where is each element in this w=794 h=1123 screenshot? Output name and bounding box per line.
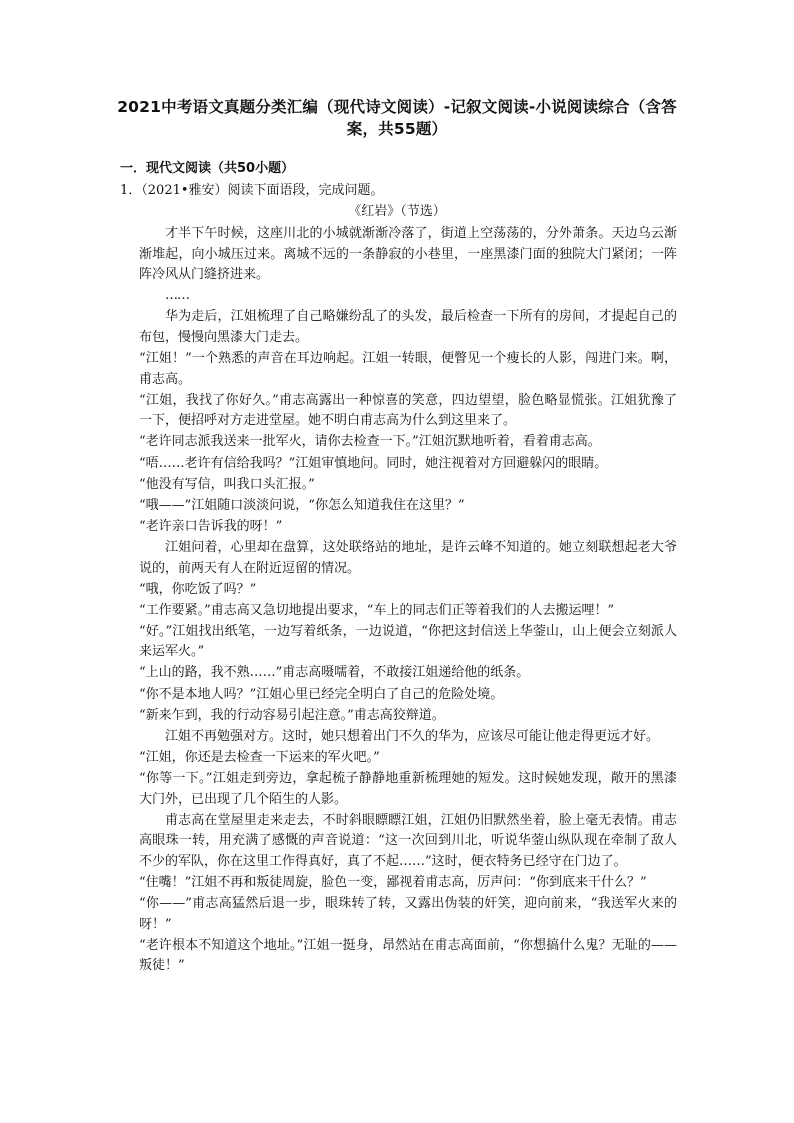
excerpt-paragraph: “江姐！”一个熟悉的声音在耳边响起。江姐一转眼，便瞥见一个瘦长的人影，闯进门来。啊，甫志高。 — [139, 351, 677, 387]
excerpt-paragraph: “江姐，你还是去检查一下运来的军火吧。” — [139, 749, 380, 765]
excerpt-paragraph: “住嘴！”江姐不再和叛徒周旋，脸色一变，鄙视着甫志高，厉声问：“你到底来干什么？” — [139, 874, 647, 890]
excerpt-paragraph: “他没有写信，叫我口头汇报。” — [139, 476, 315, 492]
excerpt-paragraph: 甫志高在堂屋里走来走去，不时斜眼瞟瞟江姐，江姐仍旧默然坐着，脸上毫无表情。甫志高眼珠一转，用充满了感慨的声音说道：“这一次回到川北，听说华蓥山纵队现在牵制了敌人不少的军队，你在这里工作得真好，真了不起……”这时，便衣特务已经守在门边了。 — [139, 812, 677, 869]
document-title: 2021中考语文真题分类汇编（现代诗文阅读）-记叙文阅读-小说阅读综合（含答案，共55题） — [117, 98, 677, 138]
excerpt-paragraph: “上山的路，我不熟……”甫志高嗫嚅着，不敢接江姐递给他的纸条。 — [139, 665, 530, 681]
excerpt-paragraph: …… — [165, 288, 189, 304]
excerpt-paragraph: “老许根本不知道这个地址。”江姐一挺身，昂然站在甫志高面前，“你想搞什么鬼？无耻的——叛徒！” — [139, 937, 677, 974]
excerpt-paragraph: “工作要紧。”甫志高又急切地提出要求，“车上的同志们正等着我们的人去搬运哩！” — [139, 602, 615, 618]
excerpt-paragraph: “好。”江姐找出纸笔，一边写着纸条，一边说道，“你把这封信送上华蓥山，山上便会立刻派人来运军火。” — [139, 623, 677, 660]
excerpt-paragraph: 华为走后，江姐梳理了自己略嫌纷乱了的头发，最后检查一下所有的房间，才提起自己的布包，慢慢向黑漆大门走去。 — [139, 309, 677, 345]
excerpt-paragraph: “你等一下。”江姐走到旁边，拿起梳子静静地重新梳理她的短发。这时候她发现，敞开的黑漆大门外，已出现了几个陌生的人影。 — [139, 770, 677, 807]
excerpt-paragraph: “新来乍到，我的行动容易引起注意。”甫志高狡辩道。 — [139, 707, 445, 723]
excerpt-body — [139, 224, 677, 977]
excerpt-paragraph: “你——”甫志高猛然后退一步，眼珠转了转，又露出伪装的奸笑，迎向前来，“我送军火来的呀！” — [139, 896, 677, 932]
excerpt-paragraph: 江姐不再勉强对方。这时，她只想着出门不久的华为，应该尽可能让他走得更远才好。 — [165, 728, 660, 744]
section-heading: 一．现代文阅读（共50小题） — [120, 161, 295, 176]
excerpt-paragraph: “老许亲口告诉我的呀！” — [139, 518, 283, 534]
question-prompt: 1．（2021•雅安）阅读下面语段，完成问题。 — [120, 183, 384, 198]
excerpt-paragraph: “你不是本地人吗？”江姐心里已经完全明白了自己的危险处境。 — [139, 686, 504, 702]
excerpt-paragraph: “唔……老许有信给我吗？”江姐审慎地问。同时，她注视着对方回避躲闪的眼睛。 — [139, 455, 608, 471]
excerpt-paragraph: “哦——”江姐随口淡淡问说，“你怎么知道我住在这里？” — [139, 497, 465, 513]
excerpt-paragraph: “江姐，我找了你好久。”甫志高露出一种惊喜的笑意，四边望望，脸色略显慌张。江姐犹豫了一下，便招呼对方走进堂屋。她不明白甫志高为什么到这里来了。 — [139, 392, 677, 429]
excerpt-paragraph: “哦，你吃饭了吗？” — [139, 581, 257, 597]
excerpt-title: 《红岩》（节选） — [348, 204, 446, 219]
excerpt-paragraph: 江姐问着，心里却在盘算，这处联络站的地址，是许云峰不知道的。她立刻联想起老大爷说的，前两天有人在附近逗留的情况。 — [139, 539, 677, 576]
excerpt-paragraph: 才半下午时候，这座川北的小城就渐渐冷落了，街道上空荡荡的，分外萧条。天边乌云渐渐堆起，向小城压过来。离城不远的一条静寂的小巷里，一座黑漆门面的独院大门紧闭；一阵阵冷风从门缝挤进来。 — [139, 226, 677, 283]
excerpt-paragraph: “老许同志派我送来一批军火，请你去检查一下。”江姐沉默地听着，看着甫志高。 — [139, 434, 601, 450]
